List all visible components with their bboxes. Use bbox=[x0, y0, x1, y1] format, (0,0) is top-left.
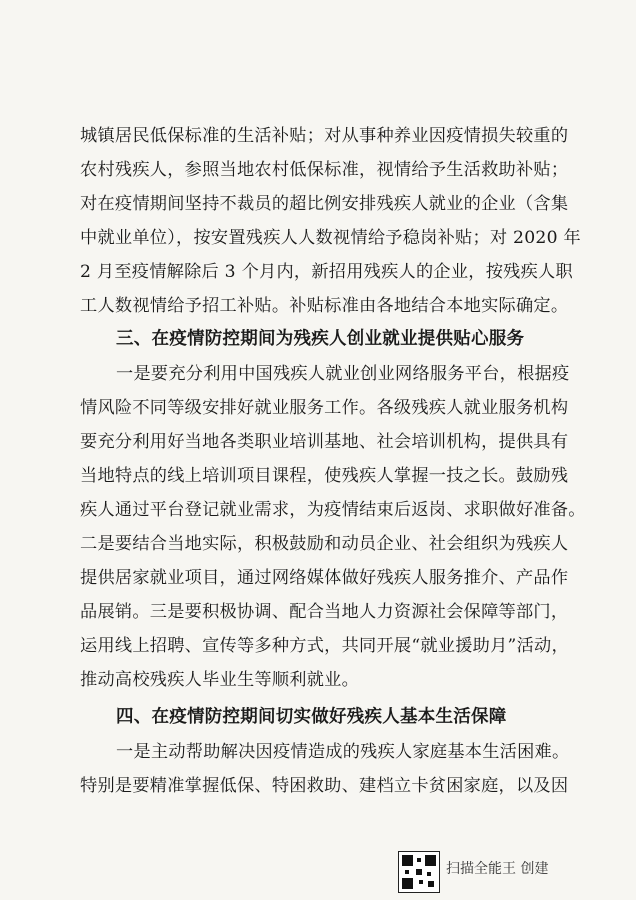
footer-watermark-text: 扫描全能王 创建 bbox=[446, 861, 549, 877]
body-line: 一是主动帮助解决因疫情造成的残疾人家庭基本生活困难。 bbox=[116, 742, 570, 762]
body-line: 要充分利用好当地各类职业培训基地、社会培训机构，提供具有 bbox=[80, 432, 569, 452]
body-line: 工人数视情给予招工补贴。补贴标准由各地结合本地实际确定。 bbox=[80, 296, 569, 316]
body-line: 情风险不同等级安排好就业服务工作。各级残疾人就业服务机构 bbox=[80, 398, 569, 418]
body-line: 品展销。三是要积极协调、配合当地人力资源社会保障等部门， bbox=[80, 602, 569, 622]
body-line: 推动高校残疾人毕业生等顺利就业。 bbox=[80, 670, 360, 690]
body-line: 当地特点的线上培训项目课程，使残疾人掌握一技之长。鼓励残 bbox=[80, 466, 569, 486]
body-line: 农村残疾人，参照当地农村低保标准，视情给予生活救助补贴； bbox=[80, 160, 569, 180]
body-line: 中就业单位），按安置残疾人人数视情给予稳岗补贴；对 2020 年 bbox=[80, 228, 581, 248]
body-line: 提供居家就业项目，通过网络媒体做好残疾人服务推介、产品作 bbox=[80, 568, 569, 588]
section-heading: 三、在疫情防控期间为残疾人创业就业提供贴心服务 bbox=[116, 329, 525, 349]
body-line: 疾人通过平台登记就业需求，为疫情结束后返岗、求职做好准备。 bbox=[80, 500, 586, 520]
section-heading: 四、在疫情防控期间切实做好残疾人基本生活保障 bbox=[116, 707, 507, 727]
body-line: 特别是要精准掌握低保、特困救助、建档立卡贫困家庭，以及因 bbox=[80, 776, 569, 796]
body-line: 运用线上招聘、宣传等多种方式，共同开展“就业援助月”活动， bbox=[80, 636, 569, 656]
body-line: 二是要结合当地实际，积极鼓励和动员企业、社会组织为残疾人 bbox=[80, 534, 569, 554]
body-line: 一是要充分利用中国残疾人就业创业网络服务平台，根据疫 bbox=[116, 364, 570, 384]
qr-code-icon bbox=[398, 851, 440, 893]
body-line: 城镇居民低保标准的生活补贴；对从事种养业因疫情损失较重的 bbox=[80, 126, 569, 146]
body-line: 2 月至疫情解除后 3 个月内，新招用残疾人的企业，按残疾人职 bbox=[80, 262, 573, 282]
body-line: 对在疫情期间坚持不裁员的超比例安排残疾人就业的企业（含集 bbox=[80, 194, 569, 214]
